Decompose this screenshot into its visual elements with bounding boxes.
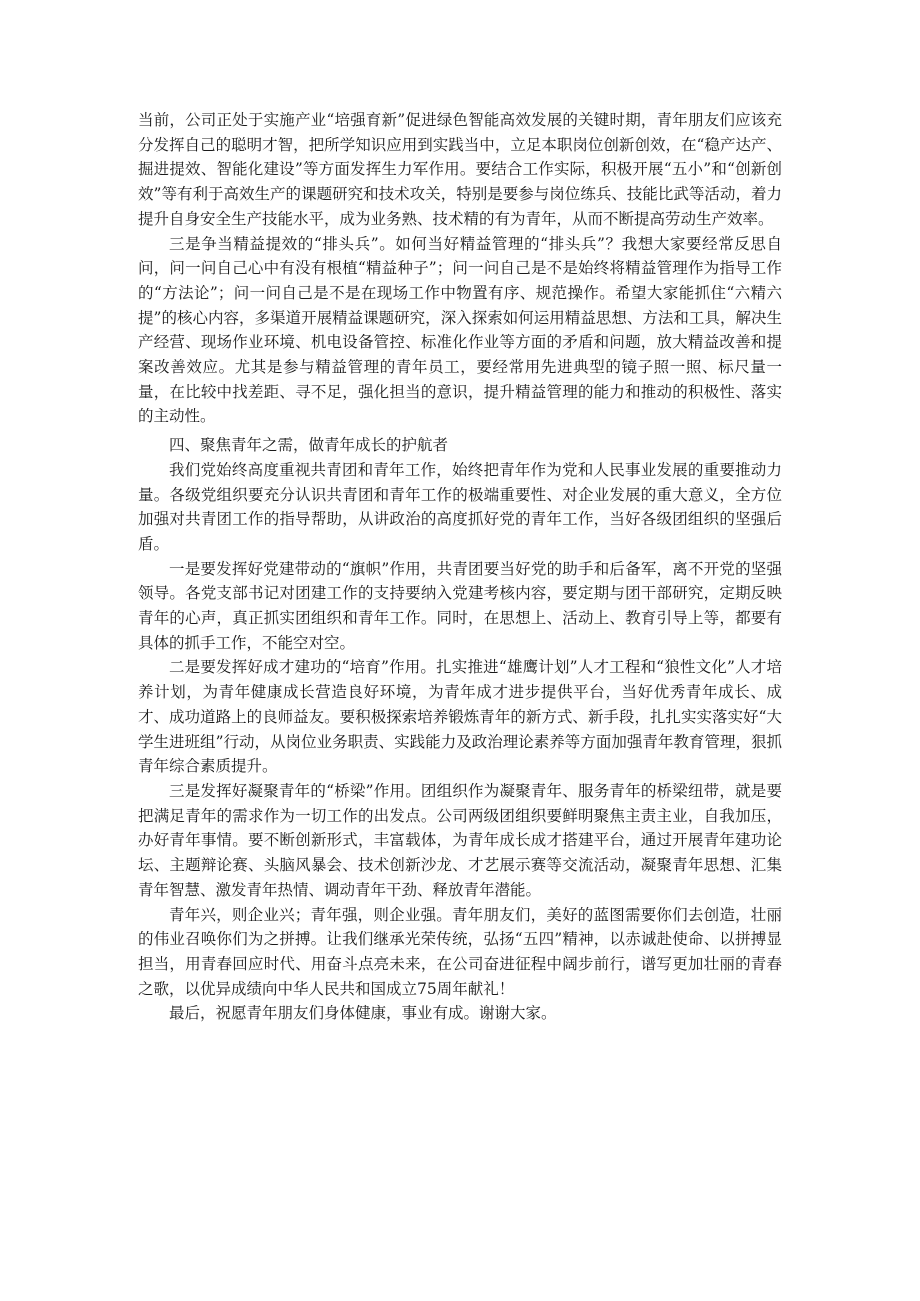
paragraph-closing-wishes: 最后，祝愿青年朋友们身体健康，事业有成。谢谢大家。 bbox=[169, 1004, 557, 1023]
paragraph-lean-efficiency: 三是争当精益提效的“排头兵”。如何当好精益管理的“排头兵”？我想大家要经常反思自问，问一问自己心中有没有根植“精益种子”；问一问自己是不是始终将精益管理作为指导工作的“方法论”；问一问自己是不是在现场工作中物置有序、规范操作。希望大家能抓住“六精六提”的核心内容，多渠道开展精益课题研究，深入探索如何运用精益思想、方法和工具，解决生产经营、现场作业环境、机电设备管控、标准化作业等方面的矛盾和问题，放大精益改善和提案改善效应。尤其是参与精益管理的青年员工，要经常用先进典型的镜子照一照、标尺量一量，在比较中找差距、寻不足，强化担当的意识，提升精益管理的能力和推动的积极性、落实的主动性。 bbox=[138, 234, 782, 426]
paragraph-banner-role: 一是要发挥好党建带动的“旗帜”作用，共青团要当好党的助手和后备军，离不开党的坚强领导。各党支部书记对团建工作的支持要纳入党建考核内容，要定期与团干部研究，定期反映青年的心声，真正抓实团组织和青年工作。同时，在思想上、活动上、教育引导上等，都要有具体的抓手工作，不能空对空。 bbox=[138, 559, 782, 652]
section-heading-four: 四、聚焦青年之需，做青年成长的护航者 bbox=[169, 436, 449, 455]
paragraph-intro-continuation: 当前，公司正处于实施产业“培强育新”促进绿色智能高效发展的关键时期，青年朋友们应该充分发挥自己的聪明才智，把所学知识应用到实践当中，立足本职岗位创新创效，在“稳产达产、掘进提效、智能化建设”等方面发挥生力军作用。要结合工作实际，积极开展“五小”和“创新创效”等有利于高效生产的课题研究和技术攻关，特别是要参与岗位练兵、技能比武等活动，着力提升自身安全生产技能水平，成为业务熟、技术精的有为青年，从而不断提高劳动生产效率。 bbox=[138, 111, 782, 228]
paragraph-party-youth-work: 我们党始终高度重视共青团和青年工作，始终把青年作为党和人民事业发展的重要推动力量。各级党组织要充分认识共青团和青年工作的极端重要性、对企业发展的重大意义，全方位加强对共青团工作的指导帮助，从讲政治的高度抓好党的青年工作，当好各级团组织的坚强后盾。 bbox=[138, 460, 782, 553]
paragraph-youth-prosperity: 青年兴，则企业兴；青年强，则企业强。青年朋友们，美好的蓝图需要你们去创造，壮丽的伟业召唤你们为之拼搏。让我们继承光荣传统，弘扬“五四”精神，以赤诚赴使命、以拼搏显担当，用青春回应时代、用奋斗点亮未来，在公司奋进征程中阔步前行，谱写更加壮丽的青春之歌，以优异成绩向中华人民共和国成立75周年献礼！ bbox=[138, 905, 782, 998]
document-body bbox=[138, 108, 782, 1026]
paragraph-bridge-role: 三是发挥好凝聚青年的“桥梁”作用。团组织作为凝聚青年、服务青年的桥梁纽带，就是要把满足青年的需求作为一切工作的出发点。公司两级团组织要鲜明聚焦主责主业，自我加压，办好青年事情。要不断创新形式，丰富载体，为青年成长成才搭建平台，通过开展青年建功论坛、主题辩论赛、头脑风暴会、技术创新沙龙、才艺展示赛等交流活动，凝聚青年思想、汇集青年智慧、激发青年热情、调动青年干劲、释放青年潜能。 bbox=[138, 781, 782, 899]
paragraph-cultivation-role: 二是要发挥好成才建功的“培育”作用。扎实推进“雄鹰计划”人才工程和“狼性文化”人才培养计划，为青年健康成长营造良好环境，为青年成才进步提供平台，当好优秀青年成长、成才、成功道路上的良师益友。要积极探索培养锻炼青年的新方式、新手段，扎扎实实落实好“大学生进班组”行动，从岗位业务职责、实践能力及政治理论素养等方面加强青年教育管理，狠抓青年综合素质提升。 bbox=[138, 658, 782, 776]
